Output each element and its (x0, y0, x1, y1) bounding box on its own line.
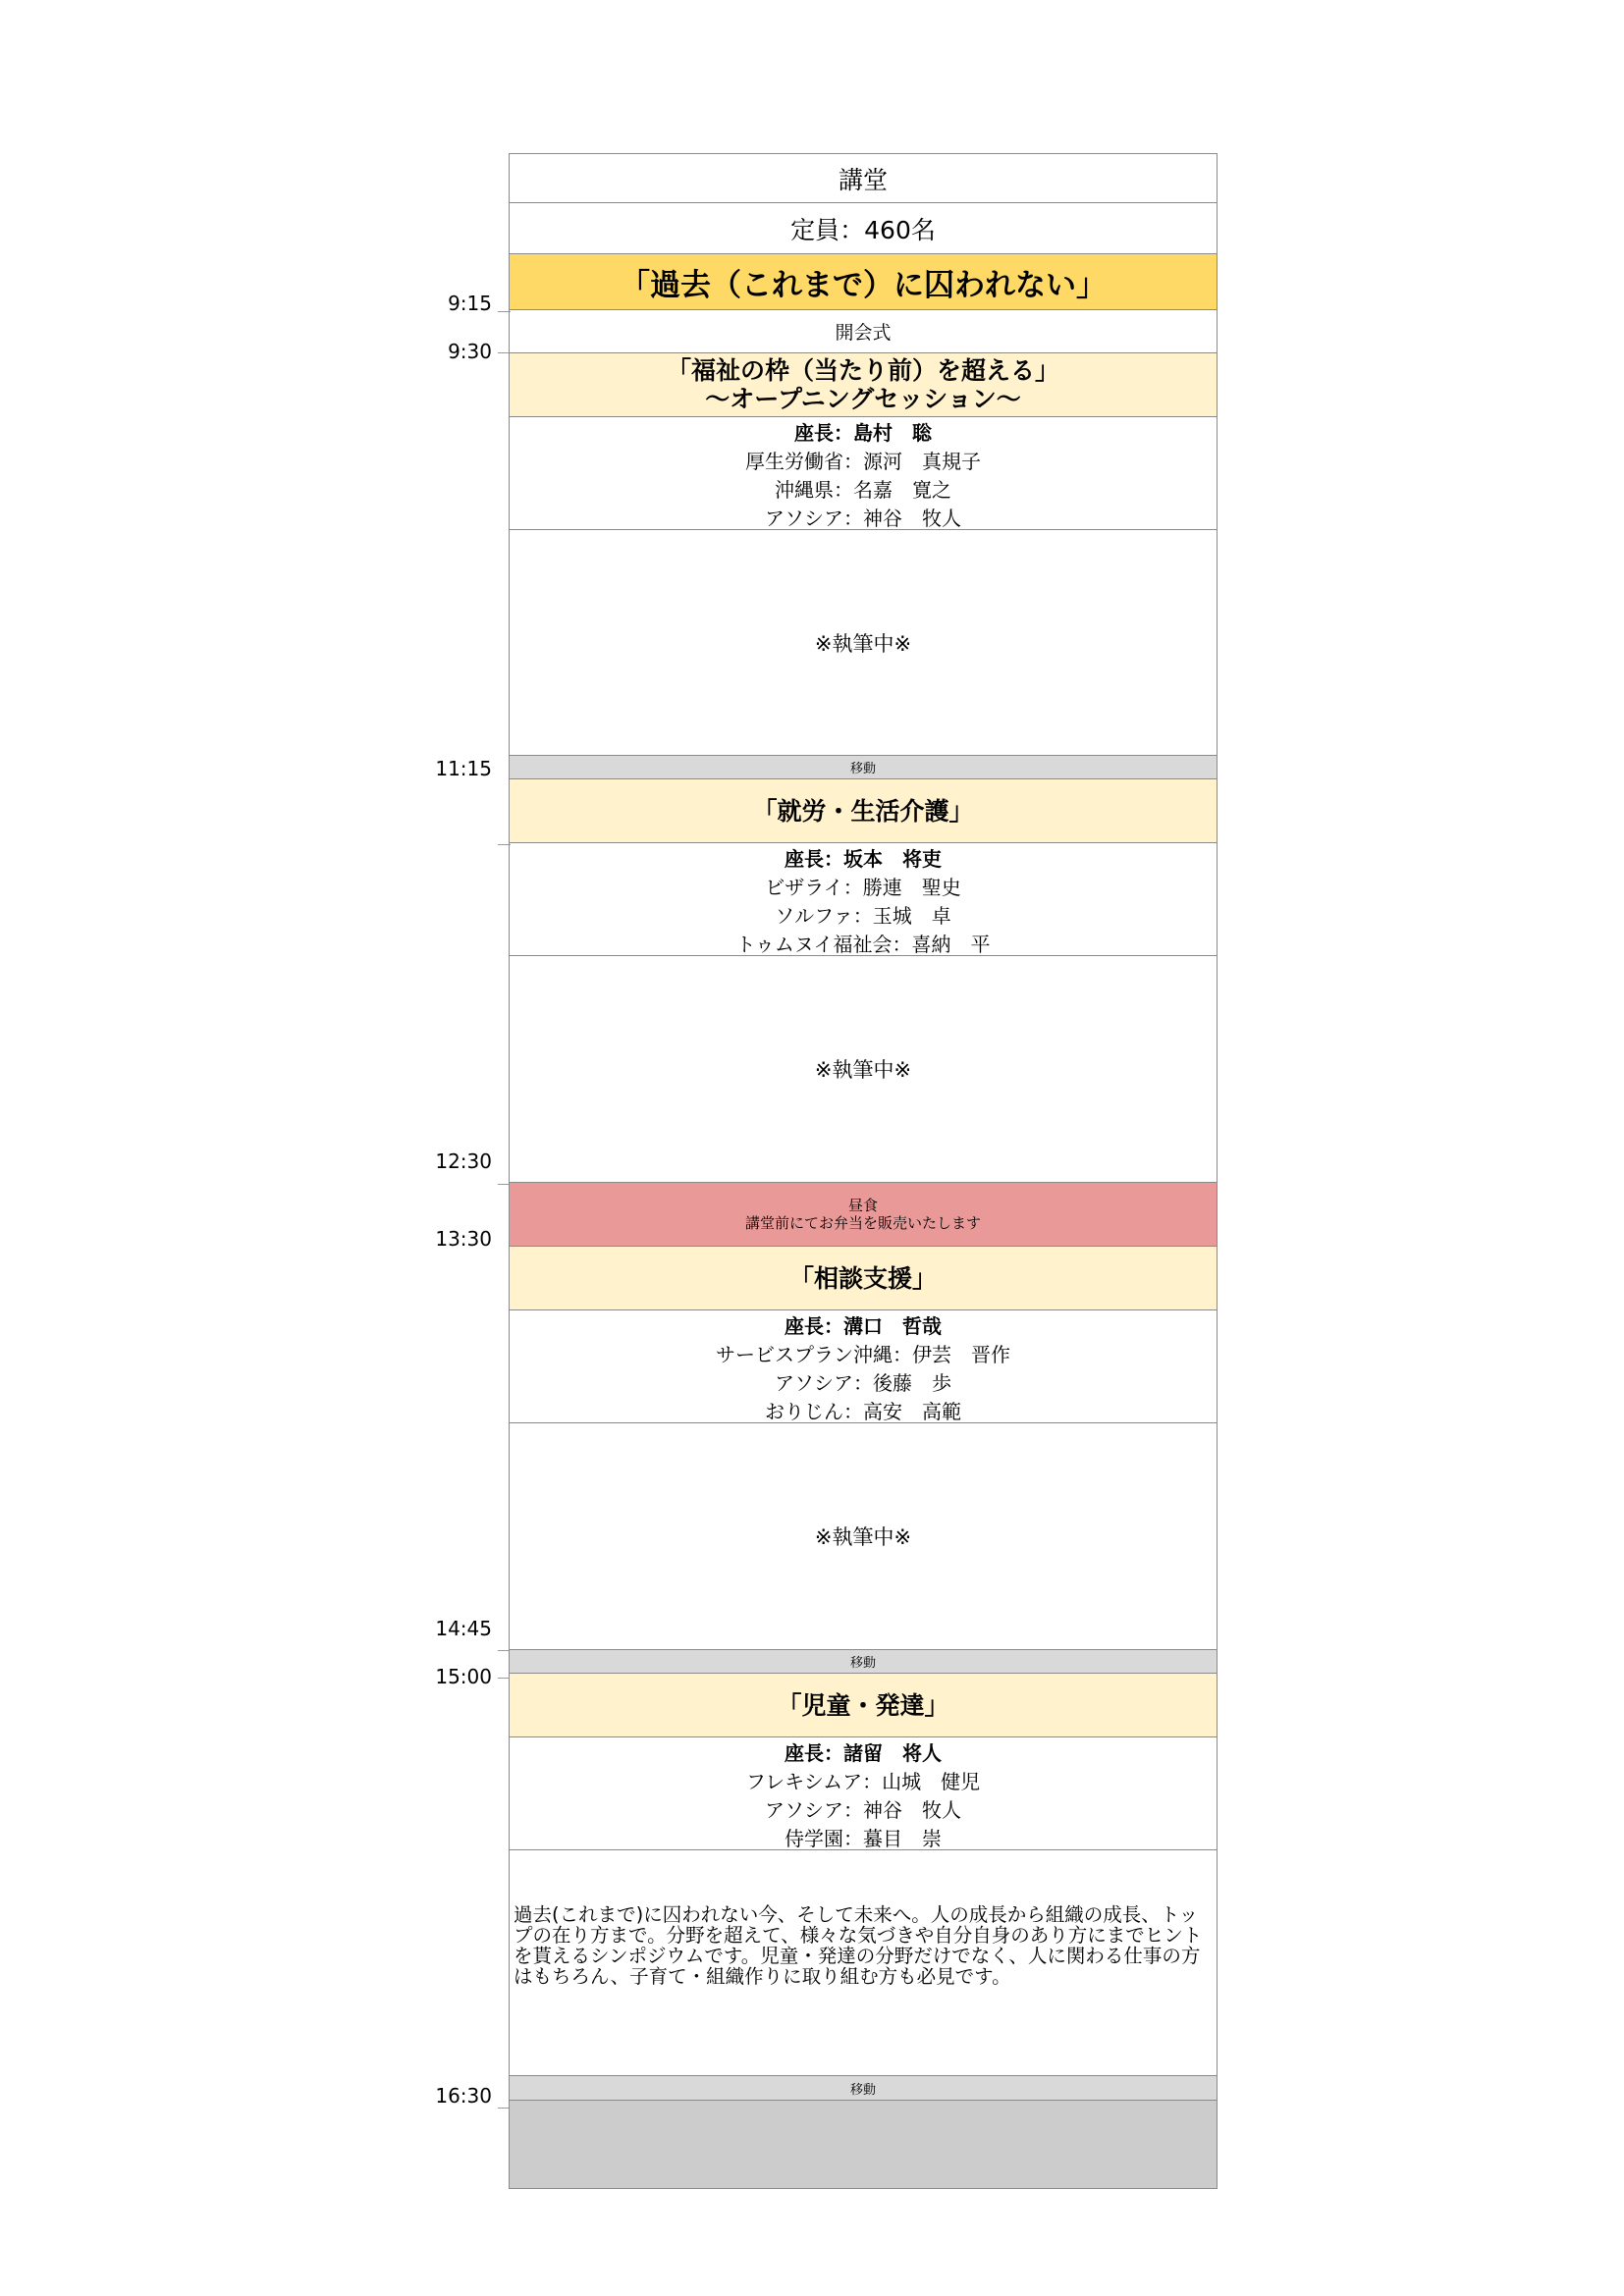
session-description: 過去(これまで)に囚われない今、そして未来へ。人の成長から組織の成長、トップの在り方まで。分野を超えて、様々な気づきや自分自身のあり方にまでヒントを貰えるシンポジウムです。児童・発達の分野だけでなく、人に関わる仕事の方はもちろん、子育て・組織作りに取り組む方も必見です。 (510, 1850, 1217, 2076)
time-label: 9:30 (448, 340, 492, 363)
chair-name: 座長：坂本 将吏 (785, 847, 942, 871)
lunch-break (510, 1183, 1217, 1247)
time-column (0, 0, 511, 2296)
session-title-employment: 「就労・生活介護」 (510, 779, 1217, 843)
speaker-list (510, 843, 1217, 956)
speaker-name: 沖縄県：名嘉 寛之 (775, 478, 951, 502)
speaker-name: 侍学園：蟇目 崇 (785, 1827, 942, 1850)
time-label: 13:30 (435, 1227, 492, 1251)
chair-name: 座長：溝口 哲哉 (785, 1314, 942, 1338)
chair-name: 座長：島村 聡 (794, 421, 932, 445)
session-content: ※執筆中※ (510, 530, 1217, 756)
speaker-name: おりじん：高安 高範 (765, 1400, 961, 1423)
lunch-title: 昼食 (847, 1197, 878, 1214)
time-label: 16:30 (435, 2084, 492, 2108)
speaker-name: サービスプラン沖縄：伊芸 晋作 (716, 1343, 1010, 1366)
capacity-row: 定員：460名 (510, 203, 1217, 254)
speaker-list (510, 1737, 1217, 1850)
schedule-table (509, 153, 1218, 2189)
session-subtitle: ～オープニングセッション～ (705, 385, 1021, 413)
session-content: ※執筆中※ (510, 956, 1217, 1183)
speaker-name: アソシア：神谷 牧人 (765, 1798, 961, 1822)
time-label: 9:15 (448, 292, 492, 315)
session-title-line: 「福祉の枠（当たり前）を超える」 (666, 356, 1059, 385)
theme-banner: 「過去（これまで）に囚われない」 (510, 254, 1217, 310)
hall-header: 講堂 (510, 154, 1217, 203)
chair-name: 座長：諸留 将人 (785, 1741, 942, 1765)
speaker-name: ソルファ：玉城 卓 (775, 904, 951, 928)
time-label: 15:00 (435, 1665, 492, 1688)
opening-ceremony: 開会式 (510, 310, 1217, 353)
time-label: 12:30 (435, 1149, 492, 1173)
speaker-list (510, 417, 1217, 530)
move-break: 移動 (510, 1650, 1217, 1674)
speaker-name: ビザライ：勝連 聖史 (765, 876, 961, 899)
move-break: 移動 (510, 2076, 1217, 2101)
speaker-name: 厚生労働省：源河 真規子 (745, 450, 981, 473)
time-label: 11:15 (435, 757, 492, 780)
speaker-name: アソシア：神谷 牧人 (765, 507, 961, 530)
session-title-opening (510, 353, 1217, 417)
speaker-list (510, 1310, 1217, 1423)
session-content: ※執筆中※ (510, 1423, 1217, 1650)
speaker-name: トゥムヌイ福祉会：喜納 平 (735, 933, 991, 956)
speaker-name: アソシア：後藤 歩 (775, 1371, 951, 1395)
lunch-note: 講堂前にてお弁当を販売いたします (744, 1214, 981, 1232)
move-break: 移動 (510, 756, 1217, 779)
closing-block (510, 2101, 1217, 2189)
session-title-consultation: 「相談支援」 (510, 1247, 1217, 1310)
speaker-name: フレキシムア：山城 健児 (745, 1770, 981, 1793)
time-label: 14:45 (435, 1617, 492, 1640)
session-title-children: 「児童・発達」 (510, 1674, 1217, 1737)
